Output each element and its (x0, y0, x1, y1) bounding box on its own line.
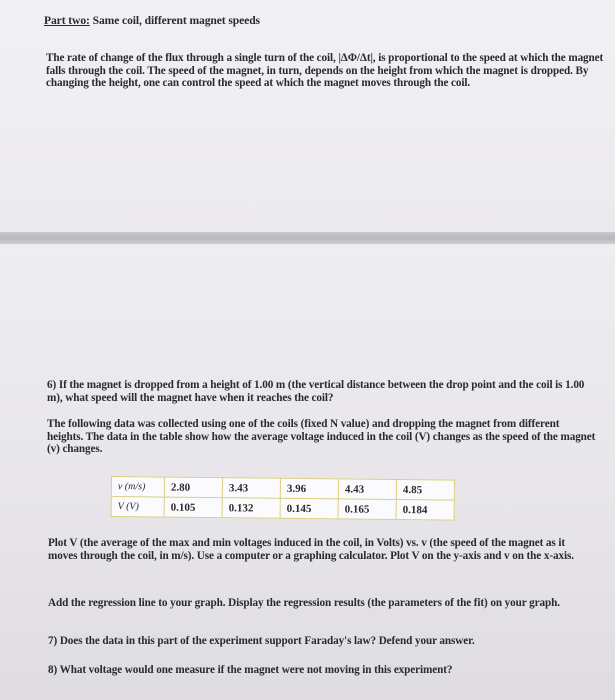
intro-paragraph: The rate of change of the flux through a single turn of the coil, |ΔΦ/Δt|, is proportional to the speed at which the magnet falls through the coil. The speed of the magnet, in turn, depends on the height from which the magnet is dropped. By changing the height, one can control the speed at which the magnet moves through the coil. (46, 52, 604, 90)
row-label: V (V) (111, 497, 164, 518)
regression-instructions: Add the regression line to your graph. Display the regression results (the parameters of the fit) on your graph. (48, 597, 560, 609)
data-intro-paragraph: The following data was collected using one of the coils (fixed N value) and dropping the magnet from different heights. The data in the table show how the average voltage induced in the coil (V) changes as the speed of the magnet (v) changes. (47, 418, 596, 456)
page-bottom (0, 244, 615, 700)
page-top (0, 0, 615, 232)
table-cell: 0.105 (164, 497, 222, 518)
page-separator (0, 232, 615, 244)
table-cell: 0.165 (338, 499, 396, 520)
table-row (111, 497, 454, 521)
data-table (111, 476, 455, 521)
table-cell: 0.132 (222, 498, 280, 519)
heading-label: Part two: (44, 14, 90, 27)
row-label: v (m/s) (111, 477, 164, 498)
section-heading (44, 15, 260, 28)
question-7: 7) Does the data in this part of the experiment support Faraday's law? Defend your answer. (48, 635, 475, 647)
heading-title: Same coil, different magnet speeds (92, 14, 260, 27)
table-cell: 2.80 (164, 477, 222, 498)
table-cell: 0.184 (396, 499, 454, 520)
table-cell: 4.85 (396, 479, 454, 500)
table-cell: 3.96 (280, 478, 338, 499)
table-cell: 3.43 (222, 478, 280, 499)
table-cell: 4.43 (338, 479, 396, 500)
question-6: 6) If the magnet is dropped from a height of 1.00 m (the vertical distance between the drop point and the coil is 1.00 m), what speed will the magnet have when it reaches the coil? (47, 379, 585, 404)
table-cell: 0.145 (280, 498, 338, 519)
plot-instructions: Plot V (the average of the max and min voltages induced in the coil, in Volts) vs. v (the speed of the magnet as it moves through the coil, in m/s). Use a computer or a graphing calculator. Plot V on the y-axis and v on the x-axis. (48, 537, 574, 562)
question-8: 8) What voltage would one measure if the magnet were not moving in this experiment? (48, 664, 453, 676)
